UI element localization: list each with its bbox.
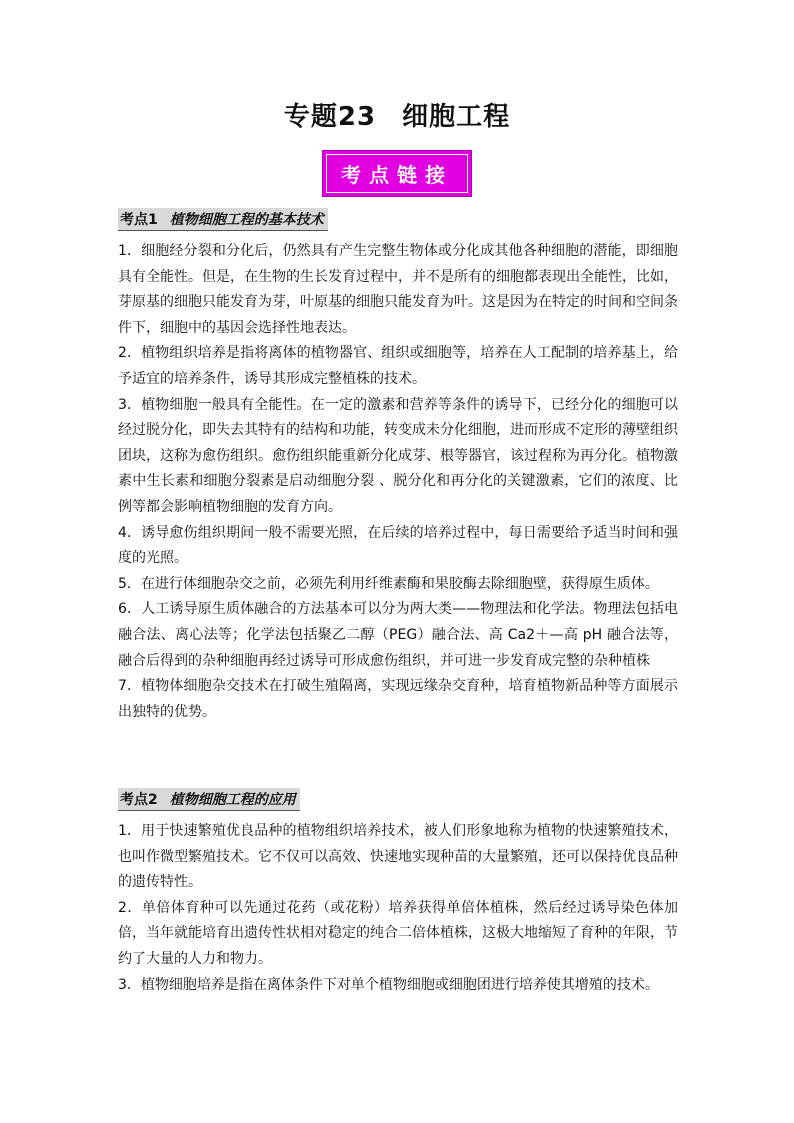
- exam-points-badge: [322, 150, 472, 197]
- badge-label: 考点链接: [326, 154, 468, 193]
- section-1: [118, 208, 678, 725]
- section-1-paragraph-7: 7．植物体细胞杂交技术在打破生殖隔离，实现远缘杂交育种，培育植物新品种等方面展示出独特的优势。: [118, 678, 678, 720]
- section-1-paragraph-4: 4．诱导愈伤组织期间一般不需要光照，在后续的培养过程中，每日需要给予适当时间和强度的光照。: [118, 524, 678, 567]
- section-2-label: 考点2: [120, 792, 158, 808]
- title-prefix: 专题23: [283, 102, 377, 132]
- section-2-paragraph-1: 1．用于快速繁殖优良品种的植物组织培养技术，被人们形象地称为植物的快速繁殖技术，也叫作微型繁殖技术。它不仅可以高效、快速地实现种苗的大量繁殖，还可以保持优良品种的遗传特性。: [118, 823, 678, 891]
- section-1-heading: [118, 208, 328, 231]
- section-1-paragraph-1: 1．细胞经分裂和分化后，仍然具有产生完整生物体或分化成其他各种细胞的潜能，即细胞具有全能性。但是，在生物的生长发育过程中，并不是所有的细胞都表现出全能性，比如，芽原基的细胞只能发育为芽，叶原基的细胞只能发育为叶。这是因为在特定的时间和空间条件下，细胞中的基因会选择性地表达。: [118, 243, 678, 336]
- section-2-heading: [118, 788, 300, 811]
- title-main: 细胞工程: [402, 102, 511, 132]
- section-1-name: 植物细胞工程的基本技术: [169, 212, 324, 228]
- section-1-label: 考点1: [120, 212, 158, 228]
- section-2-name: 植物细胞工程的应用: [169, 792, 296, 808]
- badge-container: [0, 150, 794, 197]
- section-2: [118, 788, 678, 998]
- section-1-paragraph-5: 5．在进行体细胞杂交之前，必须先利用纤维素酶和果胶酶去除细胞壁，获得原生质体。: [118, 575, 659, 592]
- section-1-paragraph-2: 2．植物组织培养是指将离体的植物器官、组织或细胞等，培养在人工配制的培养基上，给予适宜的培养条件，诱导其形成完整植株的技术。: [118, 345, 678, 387]
- section-2-paragraph-3: 3．植物细胞培养是指在离体条件下对单个植物细胞或细胞团进行培养使其增殖的技术。: [118, 976, 659, 993]
- section-2-paragraph-2: 2．单倍体育种可以先通过花药（或花粉）培养获得单倍体植株，然后经过诱导染色体加倍，当年就能培育出遗传性状相对稳定的纯合二倍体植株，这极大地缩短了育种的年限，节约了大量的人力和物力。: [118, 899, 678, 967]
- section-1-paragraph-3: 3．植物细胞一般具有全能性。在一定的激素和营养等条件的诱导下，已经分化的细胞可以经过脱分化，即失去其特有的结构和功能，转变成未分化细胞，进而形成不定形的薄壁组织团块，这称为愈伤组织。愈伤组织能重新分化成芽、根等器官，该过程称为再分化。植物激素中生长素和细胞分裂素是启动细胞分裂 、脱分化和再分化的关键激素，它们的浓度、比例等都会影响植物细胞的发育方向。: [118, 396, 678, 515]
- page-title: [0, 96, 794, 133]
- section-1-paragraph-6: 6．人工诱导原生质体融合的方法基本可以分为两大类——物理法和化学法。物理法包括电融合法、离心法等；化学法包括聚乙二醇（PEG）融合法、高 Ca2＋—高 pH 融合法等，融合后得到的杂种细胞再经过诱导可形成愈伤组织，并可进一步发育成完整的杂种植株: [118, 601, 678, 669]
